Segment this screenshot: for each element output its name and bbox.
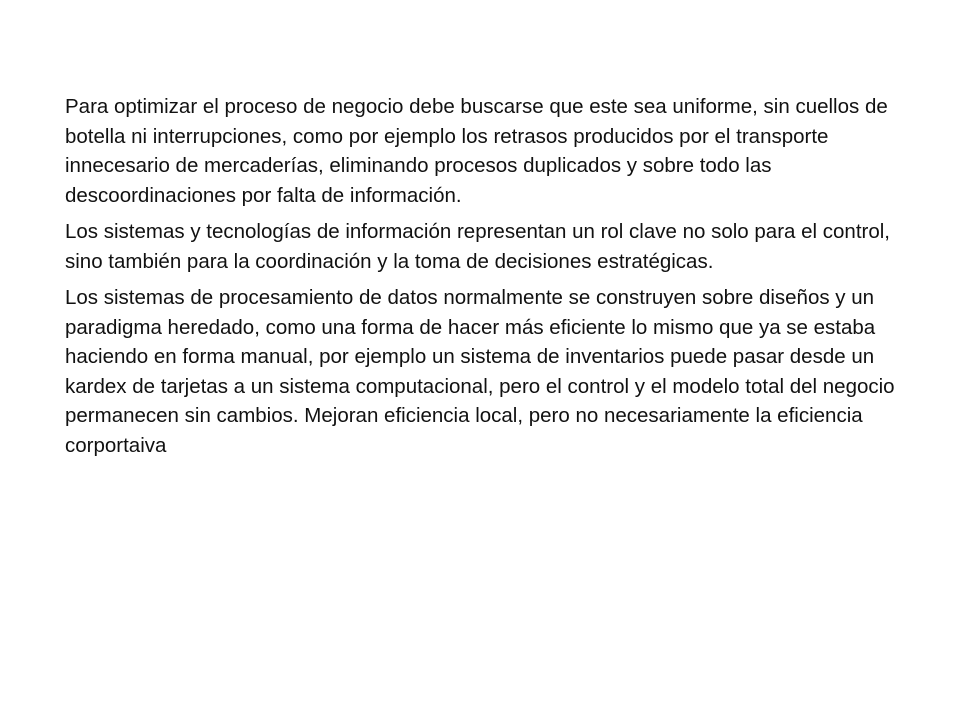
paragraph-process-optimization: Para optimizar el proceso de negocio debe buscarse que este sea uniforme, sin cuellos de botella ni interrupciones, como por ejemplo los retrasos producidos por el transporte innecesario de mercaderías, eliminando procesos duplicados y sobre todo las descoordinaciones por falta de información.	[65, 95, 888, 207]
paragraph-information-systems-role: Los sistemas y tecnologías de información representan un rol clave no solo para el control, sino también para la coordinación y la toma de decisiones estratégicas.	[65, 220, 891, 273]
paragraph-data-processing-systems: Los sistemas de procesamiento de datos normalmente se construyen sobre diseños y un paradigma heredado, como una forma de hacer más eficiente lo mismo que ya se estaba haciendo en forma manual, por ejemplo un sistema de inventarios puede pasar desde un kardex de tarjetas a un sistema computacional, pero el control y el modelo total del negocio permanecen sin cambios. Mejoran eficiencia local, pero no necesariamente la eficiencia corportaiva	[65, 286, 895, 457]
body-text	[65, 92, 905, 467]
